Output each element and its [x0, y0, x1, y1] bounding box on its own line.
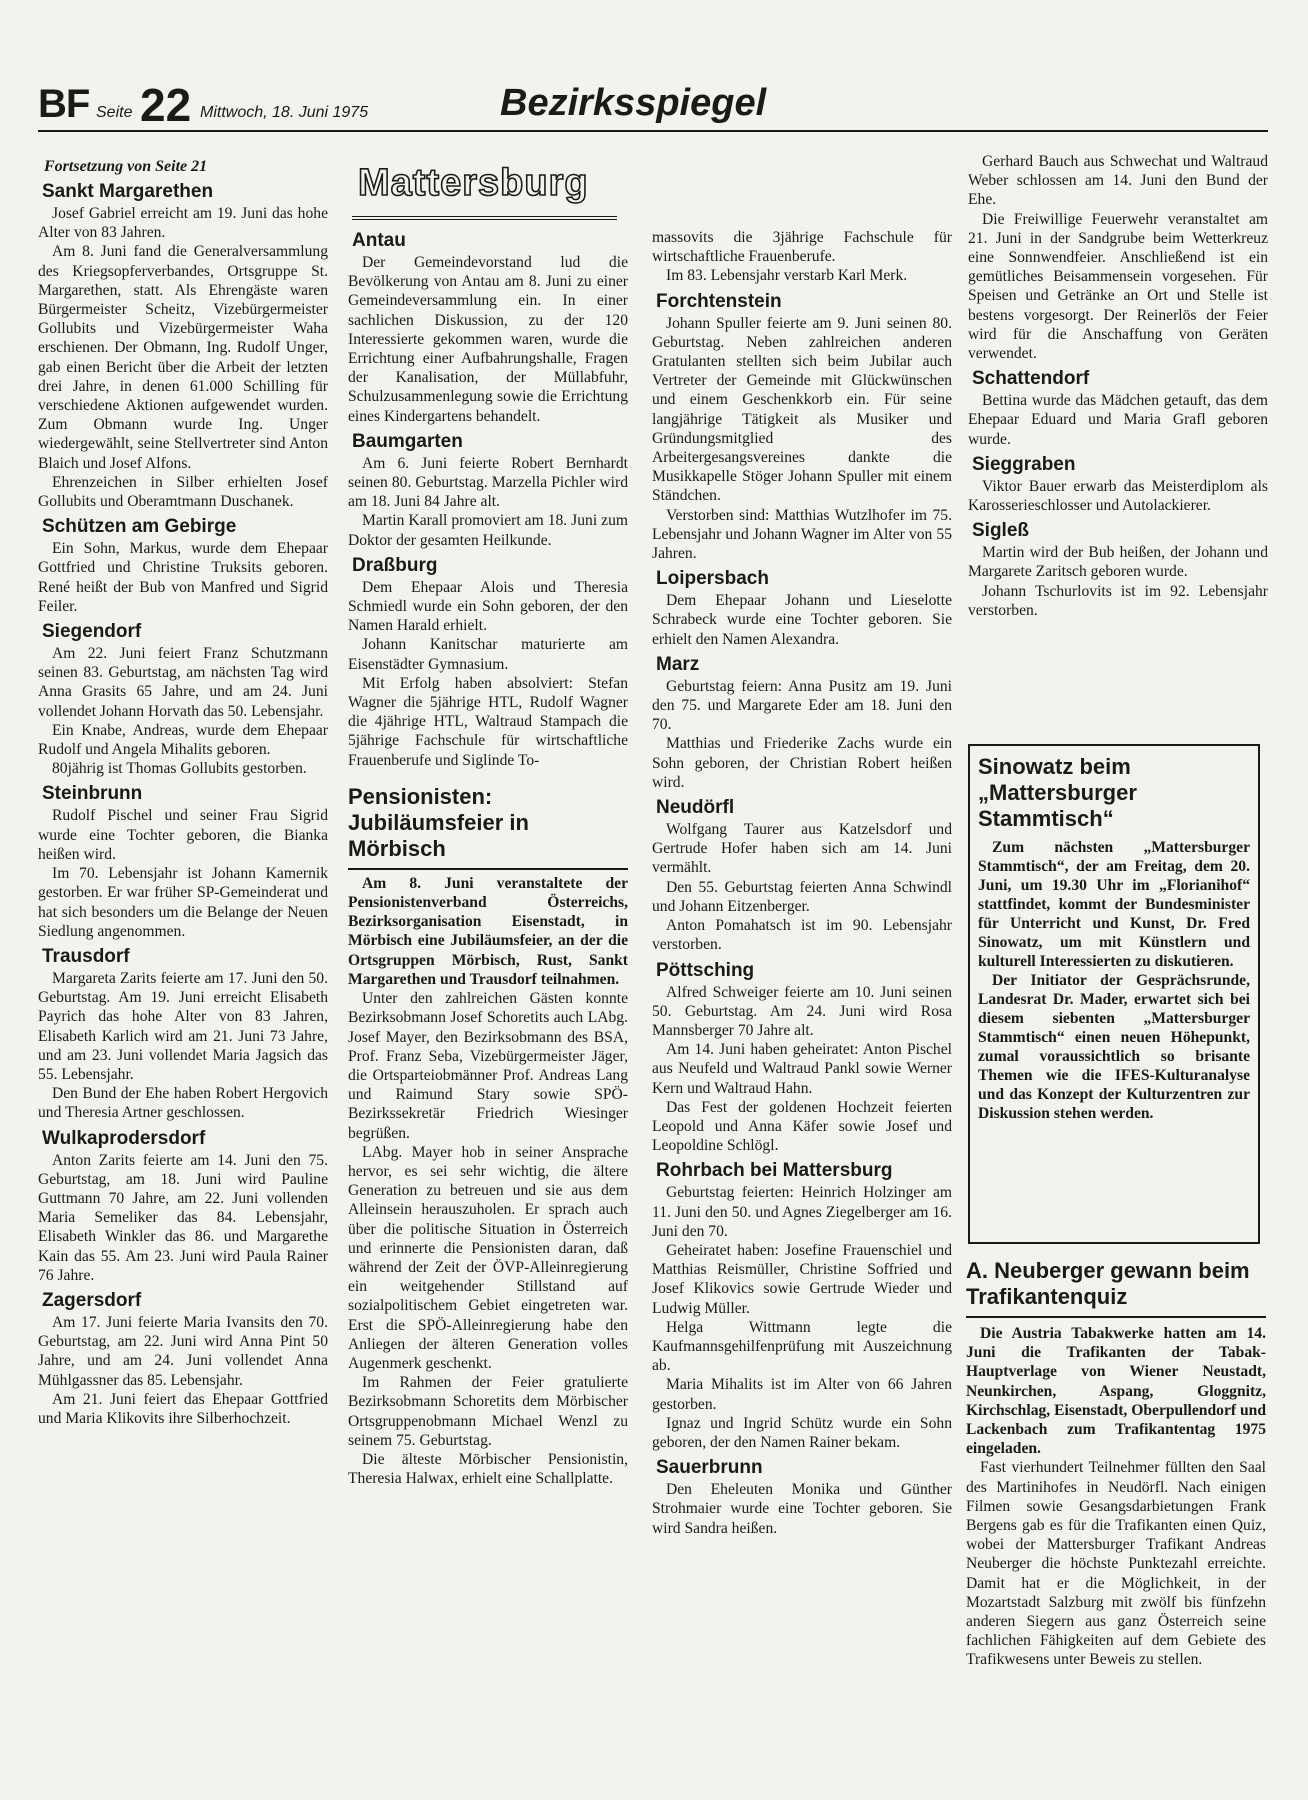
- newspaper-logo: BF: [38, 82, 90, 126]
- paragraph: Martin wird der Bub heißen, der Johann und Margarete Zaritsch geboren wurde.: [968, 544, 1268, 581]
- trafik-headline: A. Neuberger gewann beim Trafikantenquiz: [966, 1258, 1266, 1318]
- heading-sauerbrunn: Sauerbrunn: [656, 1457, 763, 1479]
- paragraph: Johann Tschurlovits ist im 92. Lebensjahr verstorben.: [968, 582, 1268, 619]
- paragraph: Am 17. Juni feierte Maria Ivansits den 70. Geburtstag, am 22. Juni wird Anna Pint 50 Jahre, und am 24. Juni vollendet Anna Mühlgassner das 85. Lebensjahr.: [38, 1313, 328, 1389]
- paragraph: Den 55. Geburtstag feierten Anna Schwindl und Johann Eitzenberger.: [652, 878, 952, 915]
- paragraph: Im 70. Lebensjahr ist Johann Kamernik gestorben. Er war früher SP-Gemeinderat und hat sich besonders um die Belange der Neuen Siedlung angenommen.: [38, 865, 328, 940]
- paragraph: Geheiratet haben: Josefine Frauenschiel und Matthias Reismüller, Christine Soffried und Josef Klikovics sowie Gertrude Wieder und Ludwig Müller.: [652, 1241, 952, 1317]
- page-number: 22: [140, 79, 192, 131]
- continuation-note: Fortsetzung von Seite 21: [44, 158, 208, 175]
- paragraph: Martin Karall promoviert am 18. Juni zum Doktor der gesamten Heilkunde.: [348, 512, 628, 549]
- paragraph: Am 22. Juni feiert Franz Schutzmann seinen 83. Geburtstag, am nächsten Tag wird Anna Grasits 65 Jahre, und am 24. Juni vollendet Johann Horvath das 50. Lebensjahr.: [38, 645, 328, 720]
- paragraph: Im Rahmen der Feier gratulierte Bezirksobmann Schoretits dem Mörbischer Ortsgruppenobmann Michael Wenzl zu seinem 75. Geburtstag.: [348, 1374, 628, 1449]
- masthead-title: Mattersburg: [358, 162, 589, 204]
- paragraph: Gerhard Bauch aus Schwechat und Waltraud Weber schlossen am 14. Juni den Bund der Ehe.: [968, 153, 1268, 209]
- heading-antau: Antau: [352, 230, 406, 251]
- paragraph: Am 21. Juni feiert das Ehepaar Gottfried und Maria Klikovits ihre Silberhochzeit.: [38, 1390, 328, 1427]
- paragraph: massovits die 3jährige Fachschule für wirtschaftliche Frauenberufe.: [652, 229, 952, 266]
- heading-sankt-margarethen: Sankt Margarethen: [42, 181, 214, 202]
- paragraph: LAbg. Mayer hob in seiner Ansprache hervor, es sei sehr wichtig, die ältere Generation zu betreuen und sie aus dem Alleinsein herauszuholen. Er sprach auch über die politische Situation in Österreich und erinnerte die Pensionisten daran, daß während der Zeit der ÖVP-Alleinregierung ein weitgehender Stillstand auf sozialpolitischem Gebiet eingetreten war. Erst die SPÖ-Alleinregierung habe den Anliegen der älteren Generation volles Augenmerk geschenkt.: [348, 1143, 628, 1372]
- page-label: Seite: [96, 104, 133, 121]
- heading-marz: Marz: [656, 653, 700, 675]
- page-header: [38, 78, 1268, 132]
- paragraph: Johann Kanitschar maturierte am Eisenstädter Gymnasium.: [348, 636, 628, 673]
- paragraph: Am 6. Juni feierte Robert Bernhardt seinen 80. Geburtstag. Marzella Pichler wird am 18. Juni 84 Jahre alt.: [348, 454, 628, 511]
- paragraph: Anton Pomahatsch ist im 90. Lebensjahr verstorben.: [652, 917, 952, 954]
- district-masthead: [352, 162, 617, 220]
- paragraph: Unter den zahlreichen Gästen konnte Bezirksobmann Josef Schoretits auch LAbg. Josef Mayer, den Bezirksobmann des BSA, Prof. Franz Seba, Vizebürgermeister Jäger, die Ortsparteiobmänner Prof. Andreas Lang und Raimund Stary sowie SPÖ-Bezirkssekretär Friedrich Wiesinger begrüßen.: [348, 990, 628, 1142]
- paragraph: 80jährig ist Thomas Gollubits gestorben.: [52, 760, 307, 778]
- paragraph: Johann Spuller feierte am 9. Juni seinen 80. Geburtstag. Neben zahlreichen anderen Gratulanten stellten sich beim Jubilar auch Vertreter der Gemeinde mit Glückwünschen und einem Geschenkkorb ein. Für seine langjährige Tätigkeit als Musiker und Gründungsmitglied des Arbeitergesangsvereines dankte die Musikkapelle Stöger Johann Spuller mit einem Ständchen.: [652, 314, 952, 505]
- sinowatz-boxed-article: [968, 744, 1260, 1244]
- trafikantenquiz-article: [966, 1258, 1266, 1778]
- paragraph: Den Eheleuten Monika und Günther Strohmaier wurde eine Tochter geboren. Sie wird Sandra heißen.: [652, 1481, 952, 1537]
- paragraph: Geburtstag feiern: Anna Pusitz am 19. Juni den 75. und Margarete Eder am 18. Juni den 70.: [652, 677, 952, 734]
- paragraph: Den Bund der Ehe haben Robert Hergovich und Theresia Artner geschlossen.: [38, 1085, 328, 1122]
- section-title: Bezirksspiegel: [500, 82, 767, 124]
- heading-zagersdorf: Zagersdorf: [42, 1289, 142, 1311]
- paragraph: Margareta Zarits feierte am 17. Juni den 50. Geburtstag. Am 19. Juni erreicht Elisabeth Payrich das hohe Alter von 83 Jahren, Elisabeth Karlich wird am 21. Juni 73 Jahre, und am 23. Juni vollendet Maria Jagsich das 55. Lebensjahr.: [38, 969, 328, 1083]
- article-headline-pensionisten: Pensionisten: Jubiläumsfeier in Mörbisch: [348, 784, 628, 870]
- paragraph: Matthias und Friederike Zachs wurde ein Sohn geboren, der Christian Robert heißen wird.: [652, 735, 952, 791]
- paragraph: Ein Knabe, Andreas, wurde dem Ehepaar Rudolf und Angela Mihalits geboren.: [38, 721, 328, 759]
- article-lead: Die Austria Tabakwerke hatten am 14. Juni die Trafikanten der Tabak-Hauptverlage von Wiener Neustadt, Neunkirchen, Aspang, Gloggnitz, Kirchschlag, Eisenstadt, Oberpullendorf und Lackenbach zum Trafikantentag 1975 eingeladen.: [966, 1325, 1266, 1458]
- paragraph: Bettina wurde das Mädchen getauft, das dem Ehepaar Eduard und Maria Grafl geboren wurde.: [968, 392, 1268, 448]
- paragraph: Anton Zarits feierte am 14. Juni den 75. Geburtstag, am 18. Juni wird Pauline Guttmann 70 Jahre, am 22. Juni vollenden Maria Semeliker das 84. Lebensjahr, Elisabeth Winkler das 86. und Margarethe Kain das 55. Am 23. Juni wird Paula Rainer 76 Jahre.: [38, 1151, 328, 1284]
- heading-poettsching: Pöttsching: [656, 959, 755, 981]
- heading-baumgarten: Baumgarten: [352, 430, 463, 452]
- column-4: [968, 152, 1268, 732]
- paragraph: Zum nächsten „Mattersburger Stammtisch“, der am Freitag, dem 20. Juni, um 19.30 Uhr im „Florianihof“ stattfindet, kommt der Bundesminister für Unterricht und Kunst, Dr. Fred Sinowatz, um mit Künstlern und kulturell Interessierten zu diskutieren.: [978, 839, 1250, 970]
- heading-siegendorf: Siegendorf: [42, 621, 142, 643]
- column-2: [348, 225, 628, 1775]
- paragraph: Wolfgang Taurer aus Katzelsdorf und Gertrude Hofer haben sich am 14. Juni vermählt.: [652, 821, 952, 877]
- heading-drassburg: Draßburg: [352, 554, 438, 576]
- paragraph: Dem Ehepaar Johann und Lieselotte Schrabeck wurde eine Tochter geboren. Sie erhielt den Namen Alexandra.: [652, 592, 952, 648]
- column-3: [652, 228, 952, 1773]
- paragraph: Die älteste Mörbischer Pensionistin, Theresia Halwax, erhielt eine Schallplatte.: [348, 1450, 628, 1488]
- paragraph: Der Initiator der Gesprächsrunde, Landesrat Dr. Mader, erwartet sich bei diesem siebenten „Mattersburger Stammtisch“ einen neuen Höhepunkt, zumal voraussichtlich so brisante Themen wie die IFES-Kulturanalyse und das Konzept der Kulturzentren zur Diskussion stehen werden.: [978, 972, 1250, 1122]
- paragraph: Ein Sohn, Markus, wurde dem Ehepaar Gottfried und Christine Truksits geboren. René heißt der Bub von Manfred und Sigrid Feiler.: [38, 540, 328, 615]
- heading-neudoerfl: Neudörfl: [656, 797, 735, 819]
- paragraph: Ehrenzeichen in Silber erhielten Josef Gollubits und Oberamtmann Duschanek.: [38, 473, 328, 511]
- heading-rohrbach: Rohrbach bei Mattersburg: [656, 1160, 893, 1182]
- paragraph: Am 14. Juni haben geheiratet: Anton Pischel aus Neufeld und Waltraud Pankl sowie Werner Kern und Waltraud Hahn.: [652, 1041, 952, 1097]
- paragraph: Der Gemeindevorstand lud die Bevölkerung von Antau am 8. Juni zu einer Gemeindeversammlung ein. In einer sachlichen Diskussion, zu der 120 Interessierte gekommen waren, wurde die Errichtung einer Aufbahrungshalle, Fragen der Kanalisation, der Müllabfuhr, Schulzusammenlegung sowie die Errichtung eines Kindergartens behandelt.: [348, 254, 628, 425]
- issue-date: Mittwoch, 18. Juni 1975: [200, 104, 369, 121]
- paragraph: Maria Mihalits ist im Alter von 66 Jahren gestorben.: [652, 1376, 952, 1413]
- paragraph: Dem Ehepaar Alois und Theresia Schmiedl wurde ein Sohn geboren, der den Namen Harald erhielt.: [348, 578, 628, 635]
- heading-wulkaprodersdorf: Wulkaprodersdorf: [42, 1127, 206, 1149]
- paragraph: Verstorben sind: Matthias Wutzlhofer im 75. Lebensjahr und Johann Wagner im Alter von 55 Jahren.: [652, 506, 952, 563]
- heading-trausdorf: Trausdorf: [42, 945, 130, 967]
- paragraph: Josef Gabriel erreicht am 19. Juni das hohe Alter von 83 Jahren.: [38, 205, 328, 242]
- paragraph: Rudolf Pischel und seiner Frau Sigrid wurde eine Tochter geboren, die Bianka heißen wird.: [38, 807, 328, 863]
- paragraph: Fast vierhundert Teilnehmer füllten den Saal des Martinihofes in Neudörfl. Nach einigen Filmen sowie Gesangsdarbietungen Frank Bergens gab es für die Trafikanten einen Quiz, wobei der Mattersburger Trafikant Andreas Neuberger die höchste Punktezahl erreichte. Damit hat er die Möglichkeit, in der Mozartstadt Salzburg mit zwölf bis fünfzehn anderen Siegern aus ganz Österreich seine fachlichen Fähigkeiten auf dem Gebiete des Trafikwesens unter Beweis zu stellen.: [966, 1459, 1266, 1669]
- box-headline: Sinowatz beim „Mattersburger Stammtisch“: [978, 754, 1137, 831]
- paragraph: Die Freiwillige Feuerwehr veranstaltet am 21. Juni in der Sandgrube beim Wetterkreuz eine Sonnwendfeier. Anschließend ist ein gemütliches Beisammensein vorgesehen. Für Speisen und Getränke an Ort und Stelle ist bestens vorgesorgt. Der Reinerlös der Feier wird für die Anschaffung von Geräten verwendet.: [968, 210, 1268, 363]
- column-1: [38, 158, 328, 1768]
- heading-forchtenstein: Forchtenstein: [656, 290, 782, 312]
- heading-sigless: Sigleß: [972, 520, 1030, 542]
- paragraph: Alfred Schweiger feierte am 10. Juni seinen 50. Geburtstag. Am 24. Juni wird Rosa Mannsberger 70 Jahre alt.: [652, 983, 952, 1039]
- paragraph: Viktor Bauer erwarb das Meisterdiplom als Karosserieschlosser und Autolackierer.: [968, 477, 1268, 515]
- heading-schattendorf: Schattendorf: [972, 368, 1090, 390]
- heading-sieggraben: Sieggraben: [972, 453, 1076, 475]
- paragraph: Im 83. Lebensjahr verstarb Karl Merk.: [666, 267, 908, 285]
- article-lead: Am 8. Juni veranstaltete der Pensionistenverband Österreichs, Bezirksorganisation Eisenstadt, in Mörbisch eine Jubiläumsfeier, an der die Ortsgruppen Mörbisch, Rust, Sankt Margarethen und Trausdorf teilnahmen.: [348, 874, 628, 988]
- heading-loipersbach: Loipersbach: [656, 568, 769, 590]
- paragraph: Mit Erfolg haben absolviert: Stefan Wagner die 5jährige HTL, Rudolf Wagner die 4jährige HTL, Waltraud Stampach die 5jährige Fachschule für wirtschaftliche Frauenberufe und Siglinde To-: [348, 674, 628, 769]
- paragraph: Ignaz und Ingrid Schütz wurde ein Sohn geboren, der den Namen Rainer bekam.: [652, 1414, 952, 1451]
- paragraph: Am 8. Juni fand die Generalversammlung des Kriegsopferverbandes, Ortsgruppe St. Margarethen, statt. Als Ehrengäste waren Bürgermeister Scheitz, Vizebürgermeister Gollubits und Vizebürgermeister Waha erschienen. Der Obmann, Ing. Rudolf Unger, gab einen Bericht über die Arbeit der letzten drei Jahre, in denen 61.000 Schilling für verschiedene Aktionen aufgewendet wurden. Zum Obmann wurde Ing. Unger wiedergewählt, seine Stellvertreter sind Anton Blaich und Josef Alfons.: [38, 243, 328, 472]
- heading-schuetzen: Schützen am Gebirge: [42, 516, 237, 538]
- paragraph: Das Fest der goldenen Hochzeit feierten Leopold und Anna Käfer sowie Josef und Leopoldine Schlögl.: [652, 1098, 952, 1155]
- heading-steinbrunn: Steinbrunn: [42, 783, 143, 805]
- paragraph: Geburtstag feierten: Heinrich Holzinger am 11. Juni den 50. und Agnes Ziegelberger am 16. Juni den 70.: [652, 1184, 952, 1240]
- paragraph: Helga Wittmann legte die Kaufmannsgehilfenprüfung mit Auszeichnung ab.: [652, 1318, 952, 1375]
